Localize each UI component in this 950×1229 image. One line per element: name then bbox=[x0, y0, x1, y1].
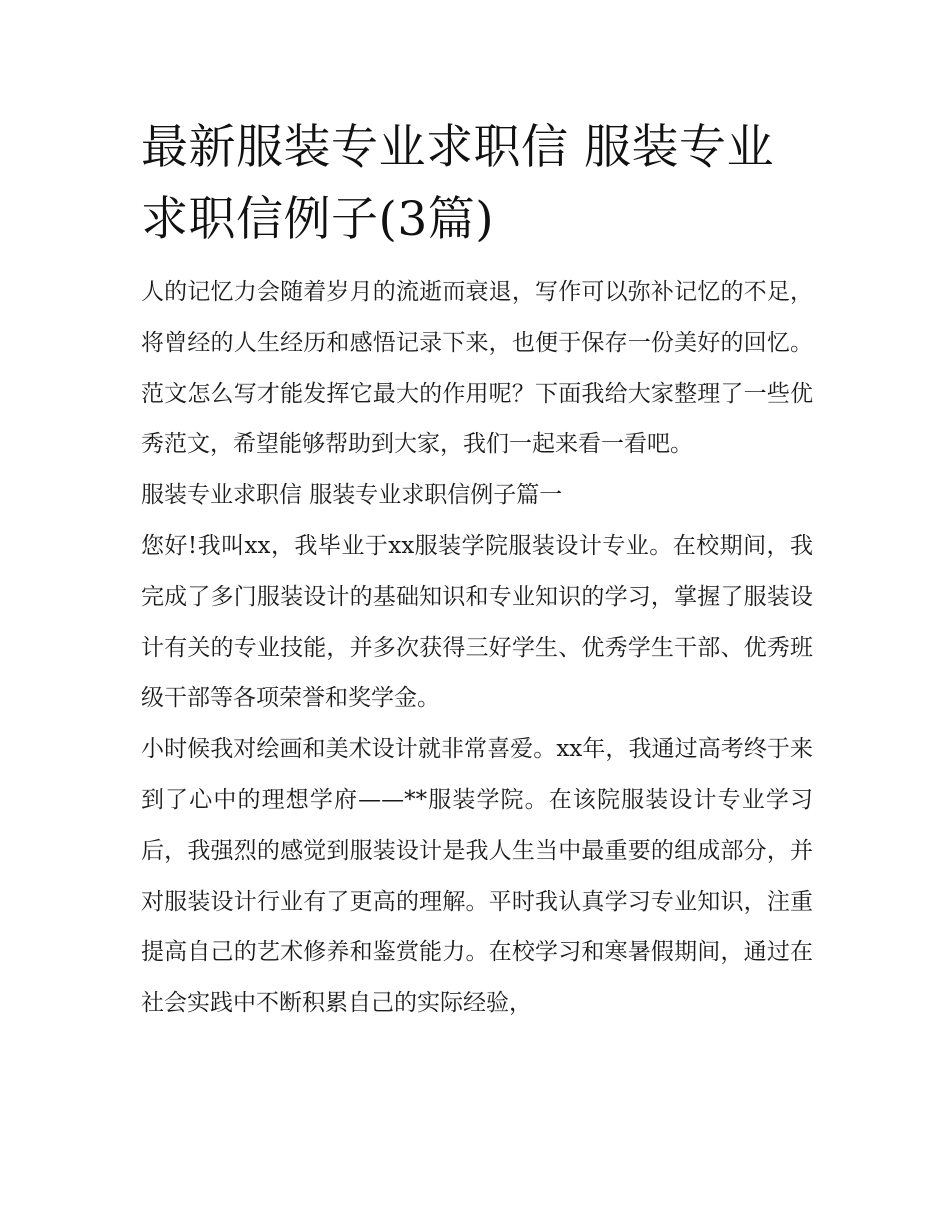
body-paragraph-1: 您好!我叫xx，我毕业于xx服装学院服装设计专业。在校期间，我完成了多门服装设计的基础知识和专业知识的学习，掌握了服装设计有关的专业技能，并多次获得三好学生、优秀学生干部、优秀班级干部等各项荣誉和奖学金。 bbox=[141, 532, 813, 712]
document-body bbox=[141, 112, 813, 1029]
intro-paragraph: 人的记忆力会随着岁月的流逝而衰退，写作可以弥补记忆的不足，将曾经的人生经历和感悟记录下来，也便于保存一份美好的回忆。范文怎么写才能发挥它最大的作用呢？下面我给大家整理了一些优秀范文，希望能够帮助到大家，我们一起来看一看吧。 bbox=[141, 279, 813, 458]
section-heading: 服装专业求职信 服装专业求职信例子篇一 bbox=[141, 482, 563, 509]
document-title: 最新服装专业求职信 服装专业求职信例子(3篇) bbox=[141, 120, 774, 247]
body-paragraph-2: 小时候我对绘画和美术设计就非常喜爱。xx年，我通过高考终于来到了心中的理想学府——**服装学院。在该院服装设计专业学习后，我强烈的感觉到服装设计是我人生当中最重要的组成部分，并对服装设计行业有了更高的理解。平时我认真学习专业知识，注重提高自己的艺术修养和鉴赏能力。在校学习和寒暑假期间，通过在社会实践中不断积累自己的实际经验， bbox=[141, 736, 813, 1017]
